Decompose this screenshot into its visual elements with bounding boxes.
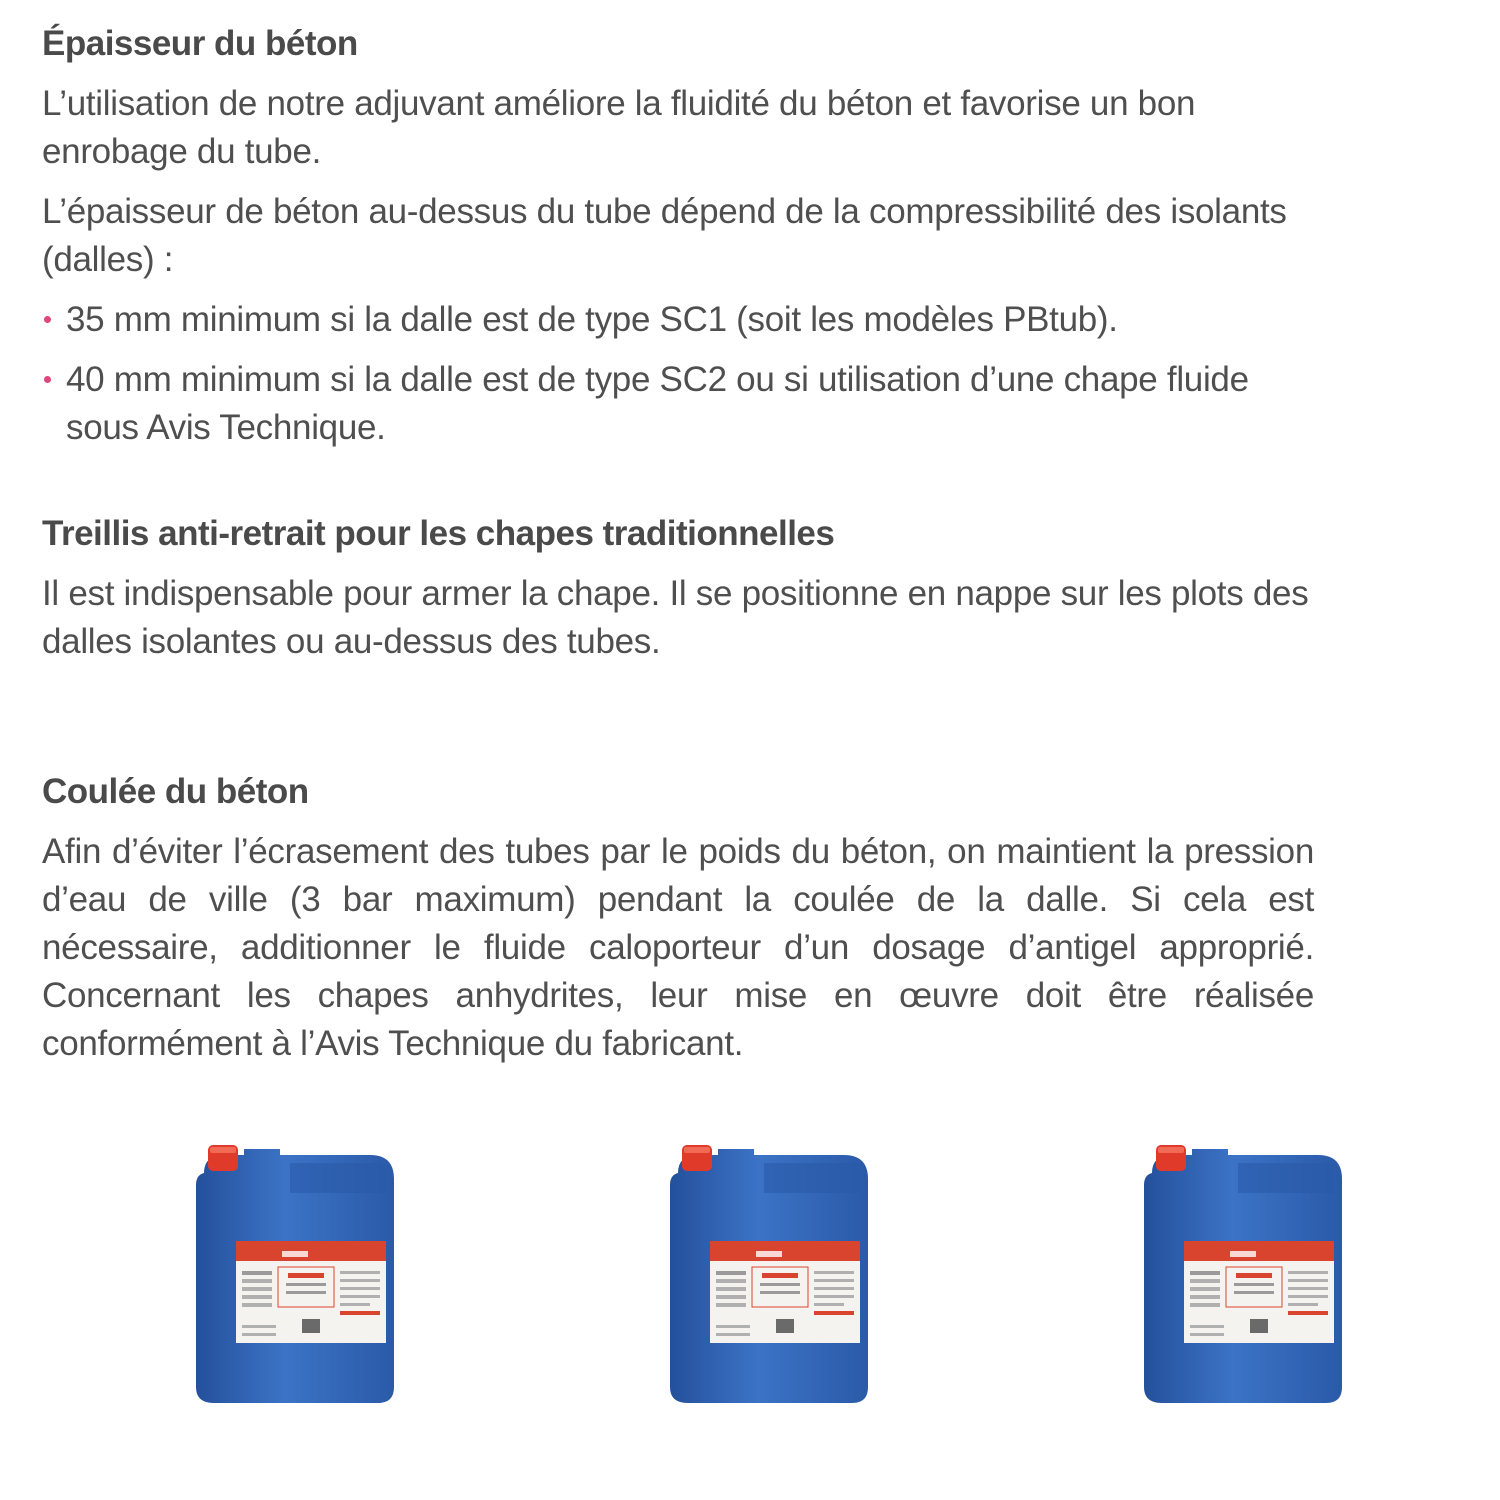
section-title: Coulée du béton — [42, 772, 309, 811]
document-body — [42, 20, 1314, 1080]
paragraph: L’épaisseur de béton au-dessus du tube dépend de la compressibilité des isolants (dalles) : — [42, 192, 1287, 279]
section-epaisseur — [42, 20, 1314, 510]
paragraph: Afin d’éviter l’écrasement des tubes par le poids du béton, on maintient la pression d’eau de ville (3 bar maximum) pendant la coulée de la dalle. Si cela est nécessaire, additionner le fluide caloporteur d’un dosage d’antigel approprié. Concernant les chapes anhydrites, leur mise en œuvre doit être réalisée conformément à l’Avis Technique du fabricant. — [42, 832, 1314, 1063]
paragraph: Il est indispensable pour armer la chape. Il se positionne en nappe sur les plots des dalles isolantes ou au-dessus des tubes. — [42, 574, 1309, 661]
paragraph: L’utilisation de notre adjuvant améliore la fluidité du béton et favorise un bon enrobage du tube. — [42, 84, 1196, 171]
section-title: Épaisseur du béton — [42, 24, 358, 63]
section-treillis — [42, 510, 1314, 768]
jerrycan-icon — [1138, 1145, 1348, 1407]
jerrycan-icon — [664, 1145, 874, 1407]
section-coulee — [42, 768, 1314, 1068]
list-item — [42, 356, 1314, 452]
jerrycan-icon — [190, 1145, 400, 1407]
bullet-icon — [44, 316, 51, 323]
list-item — [42, 296, 1314, 344]
product-images — [0, 1145, 1500, 1415]
list-item-text: 40 mm minimum si la dalle est de type SC2 ou si utilisation d’une chape fluide sous Avis Technique. — [66, 360, 1249, 447]
bullet-icon — [44, 376, 51, 383]
bullet-list — [42, 296, 1314, 452]
list-item-text: 35 mm minimum si la dalle est de type SC1 (soit les modèles PBtub). — [66, 300, 1118, 339]
section-title: Treillis anti-retrait pour les chapes traditionnelles — [42, 514, 835, 553]
